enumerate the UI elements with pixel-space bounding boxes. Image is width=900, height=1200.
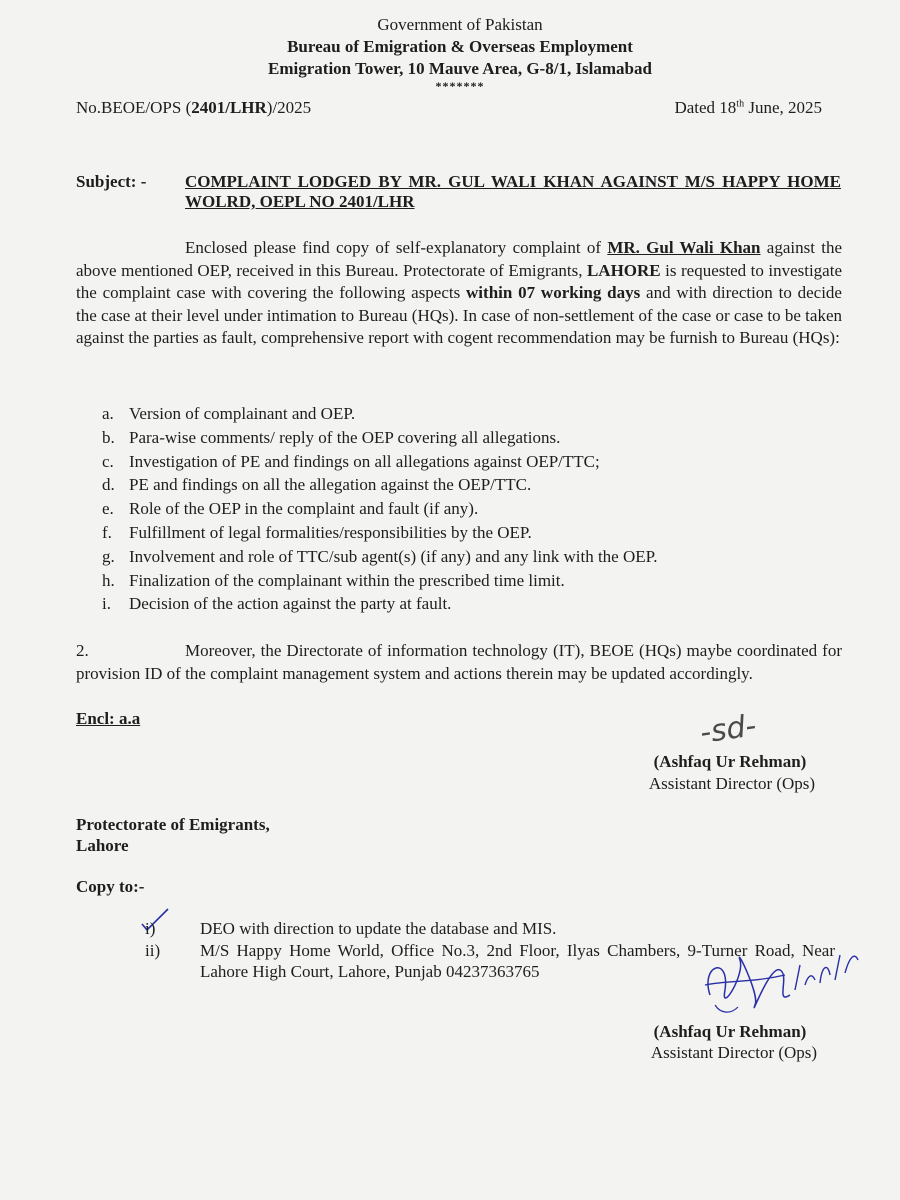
list-item: g. Involvement and role of TTC/sub agent(s) (if any) and any link with the OEP. (102, 546, 658, 566)
header-bureau: Bureau of Emigration & Overseas Employment (287, 37, 633, 56)
list-item: h. Finalization of the complainant within the prescribed time limit. (102, 570, 565, 590)
signatory-name: (Ashfaq Ur Rehman) (653, 752, 807, 771)
deadline-text: within 07 working days (466, 283, 641, 302)
header-government: Government of Pakistan (377, 15, 543, 34)
enclosure-label: Encl: a.a (76, 709, 141, 728)
list-item: a. Version of complainant and OEP. (102, 404, 356, 423)
list-item: b. Para-wise comments/ reply of the OEP covering all allegations. (102, 427, 561, 447)
letter-date: Dated 18th June, 2025 (674, 98, 822, 117)
list-item: i) DEO with direction to update the database and MIS. (145, 919, 557, 938)
aspects-list (76, 402, 846, 616)
reference-number: No.BEOE/OPS (2401/LHR)/2025 (76, 98, 312, 117)
body-paragraph-2: 2. Moreover, the Directorate of information technology (IT), BEOE (HQs) maybe coordinated for provision ID of the complaint management system and actions therein may be updated accordingly. (76, 641, 842, 683)
list-item: f. Fulfillment of legal formalities/responsibilities by the OEP. (102, 522, 532, 542)
list-item: c. Investigation of PE and findings on all allegations against OEP/TTC; (102, 451, 600, 471)
signature-mark: -sd- (697, 708, 759, 751)
body-paragraph-1: Enclosed please find copy of self-explanatory complaint of MR. Gul Wali Khan against the above mentioned OEP, received in this Bureau. Protectorate of Emigrants, LAHORE is requested to investigate the complaint case with covering the following aspects within 07 working days and with direction to decide the case at their level under intimation to Bureau (HQs). In case of non-settlement of the case or case to be taken against the parties as fault, comprehensive report with cogent recommendation may be furnish to Bureau (HQs): (76, 238, 843, 347)
signatory-2-title: Assistant Director (Ops) (650, 1043, 818, 1062)
city-name: LAHORE (586, 260, 661, 280)
subject-label: Subject: - (76, 172, 147, 191)
list-item: e. Role of the OEP in the complaint and fault (if any). (102, 499, 479, 519)
addressee-line-1: Protectorate of Emigrants, (76, 815, 270, 834)
signatory-title: Assistant Director (Ops) (648, 774, 816, 793)
header-stars: ******* (435, 79, 485, 93)
list-item: i. Decision of the action against the party at fault. (102, 594, 452, 614)
signatory-2-name: (Ashfaq Ur Rehman) (653, 1022, 807, 1041)
handwritten-signature-icon (690, 935, 870, 1025)
complainant-name: MR. Gul Wali Khan (607, 238, 761, 257)
list-item: ii) M/S Happy Home World, Office No.3, 2nd Floor, Ilyas Chambers, 9-Turner Road, Near Lahore High Court, Lahore, Punjab 04237363765 (145, 940, 835, 981)
copy-to-label: Copy to:- (76, 877, 145, 896)
header-address: Emigration Tower, 10 Mauve Area, G-8/1, Islamabad (268, 59, 652, 78)
subject-text: COMPLAINT LODGED BY MR. GUL WALI KHAN AGAINST M/S HAPPY HOME WOLRD, OEPL NO 2401/LHR (185, 172, 841, 211)
addressee-line-2: Lahore (76, 836, 129, 855)
list-item: d. PE and findings on all the allegation against the OEP/TTC. (102, 475, 532, 495)
